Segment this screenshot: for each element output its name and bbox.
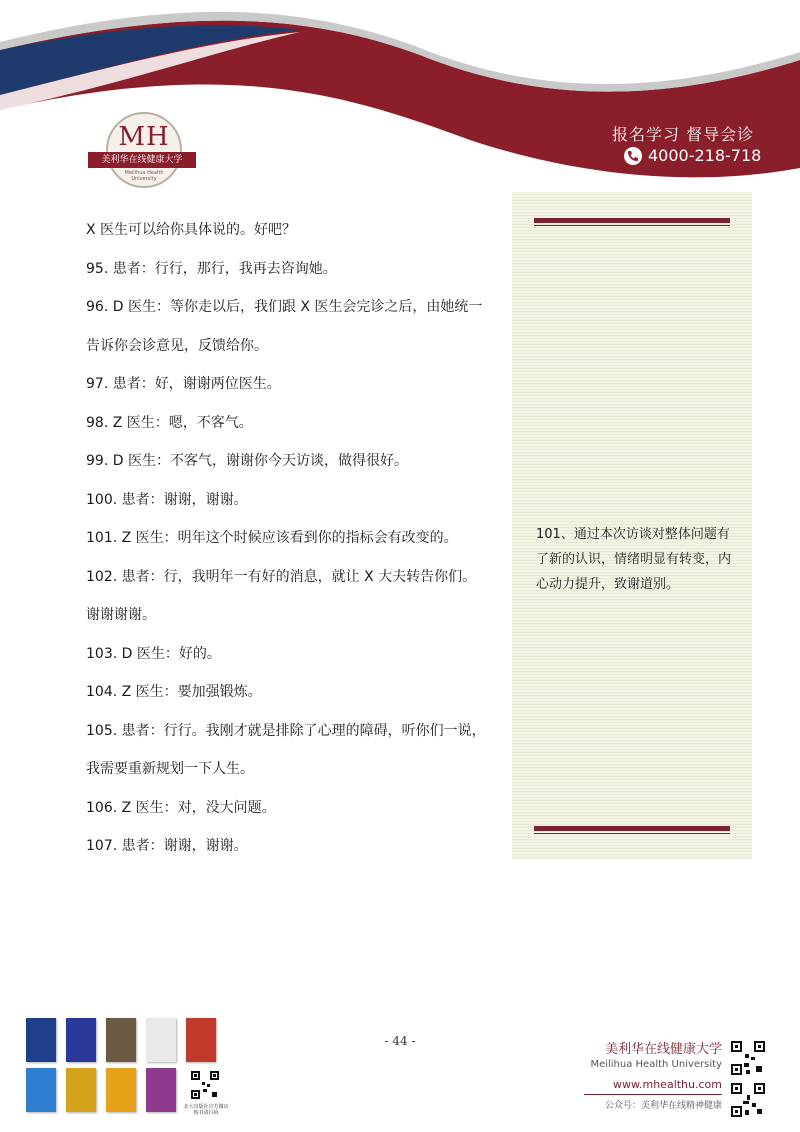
transcript-line: 谢谢谢谢。	[86, 607, 156, 623]
transcript-line: 102. 患者：行，我明年一有好的消息，就让 X 大夫转告你们。	[86, 568, 477, 585]
qr-code-icon[interactable]	[730, 1082, 766, 1118]
annotation-note: 101、通过本次访谈对整体问题有了新的认识，情绪明显有转变，内心动力提升，致谢道别。	[536, 527, 732, 592]
transcript-line: 107. 患者：谢谢，谢谢。	[86, 838, 248, 854]
brand-name-en: Meilihua Health University	[590, 1059, 722, 1070]
phone-number: 4000-218-718	[648, 146, 762, 165]
transcript-line: 96. D 医生：等你走以后，我们跟 X 医生会完诊之后，由她统一	[86, 299, 483, 315]
website-link[interactable]: www.mhealthu.com	[613, 1078, 722, 1091]
book-cover	[66, 1068, 96, 1112]
book-cover	[26, 1018, 56, 1062]
transcript-line: 105. 患者：行行。我刚才就是排除了心理的障碍，听你们一说，	[86, 722, 486, 739]
book-cover	[146, 1068, 176, 1112]
panel-top-rule	[534, 218, 730, 226]
hotline-title: 报名学习 督导会诊	[612, 125, 755, 144]
transcript-line: 97. 患者：好，谢谢两位医生。	[86, 376, 281, 392]
logo-subtitle: Meilihua Health University	[124, 170, 164, 182]
transcript-line: X 医生可以给你具体说的。好吧？	[86, 222, 297, 238]
page-number: - 44 -	[384, 1034, 416, 1048]
transcript-line: 99. D 医生：不客气，谢谢你今天访谈，做得很好。	[86, 453, 408, 469]
transcript-line: 103. D 医生：好的。	[86, 645, 221, 662]
book-cover	[106, 1018, 136, 1062]
book-cover	[26, 1068, 56, 1112]
logo-letters: MH	[118, 122, 170, 152]
book-cover	[186, 1018, 216, 1062]
book-cover	[66, 1018, 96, 1062]
transcript-line: 我需要重新规划一下人生。	[86, 761, 254, 777]
brand-name-cn: 美利华在线健康大学	[604, 1042, 722, 1057]
transcript-line: 104. Z 医生：要加强锻炼。	[86, 684, 262, 700]
hotline-phone	[624, 146, 784, 165]
transcript-body	[86, 216, 506, 871]
phone-icon	[624, 147, 642, 165]
qr-code-icon[interactable]	[730, 1040, 766, 1076]
book-cover	[146, 1018, 176, 1062]
transcript-line: 106. Z 医生：对，没大问题。	[86, 799, 276, 816]
wechat-account: 公众号：美利华在线精神健康	[604, 1101, 722, 1111]
annotation-panel	[512, 192, 752, 860]
panel-bottom-rule	[534, 826, 730, 834]
shop-qr-code[interactable]	[190, 1070, 220, 1100]
transcript-line: 98. Z 医生：嗯，不客气。	[86, 414, 253, 431]
transcript-line: 95. 患者：行行，那行，我再去咨询她。	[86, 260, 337, 277]
transcript-line: 101. Z 医生：明年这个时候应该看到你的指标会有改变的。	[86, 530, 458, 546]
book-cover	[106, 1068, 136, 1112]
logo-ribbon: 美利华在线健康大学	[88, 152, 196, 168]
transcript-line: 100. 患者：谢谢，谢谢。	[86, 491, 248, 508]
transcript-line: 告诉你会诊意见，反馈给你。	[86, 337, 268, 354]
footer-divider	[584, 1094, 722, 1095]
shop-qr-caption: 北大出版社官方微店 购书请扫码	[183, 1104, 229, 1116]
university-logo	[88, 112, 200, 186]
footer-brand	[584, 1038, 722, 1111]
